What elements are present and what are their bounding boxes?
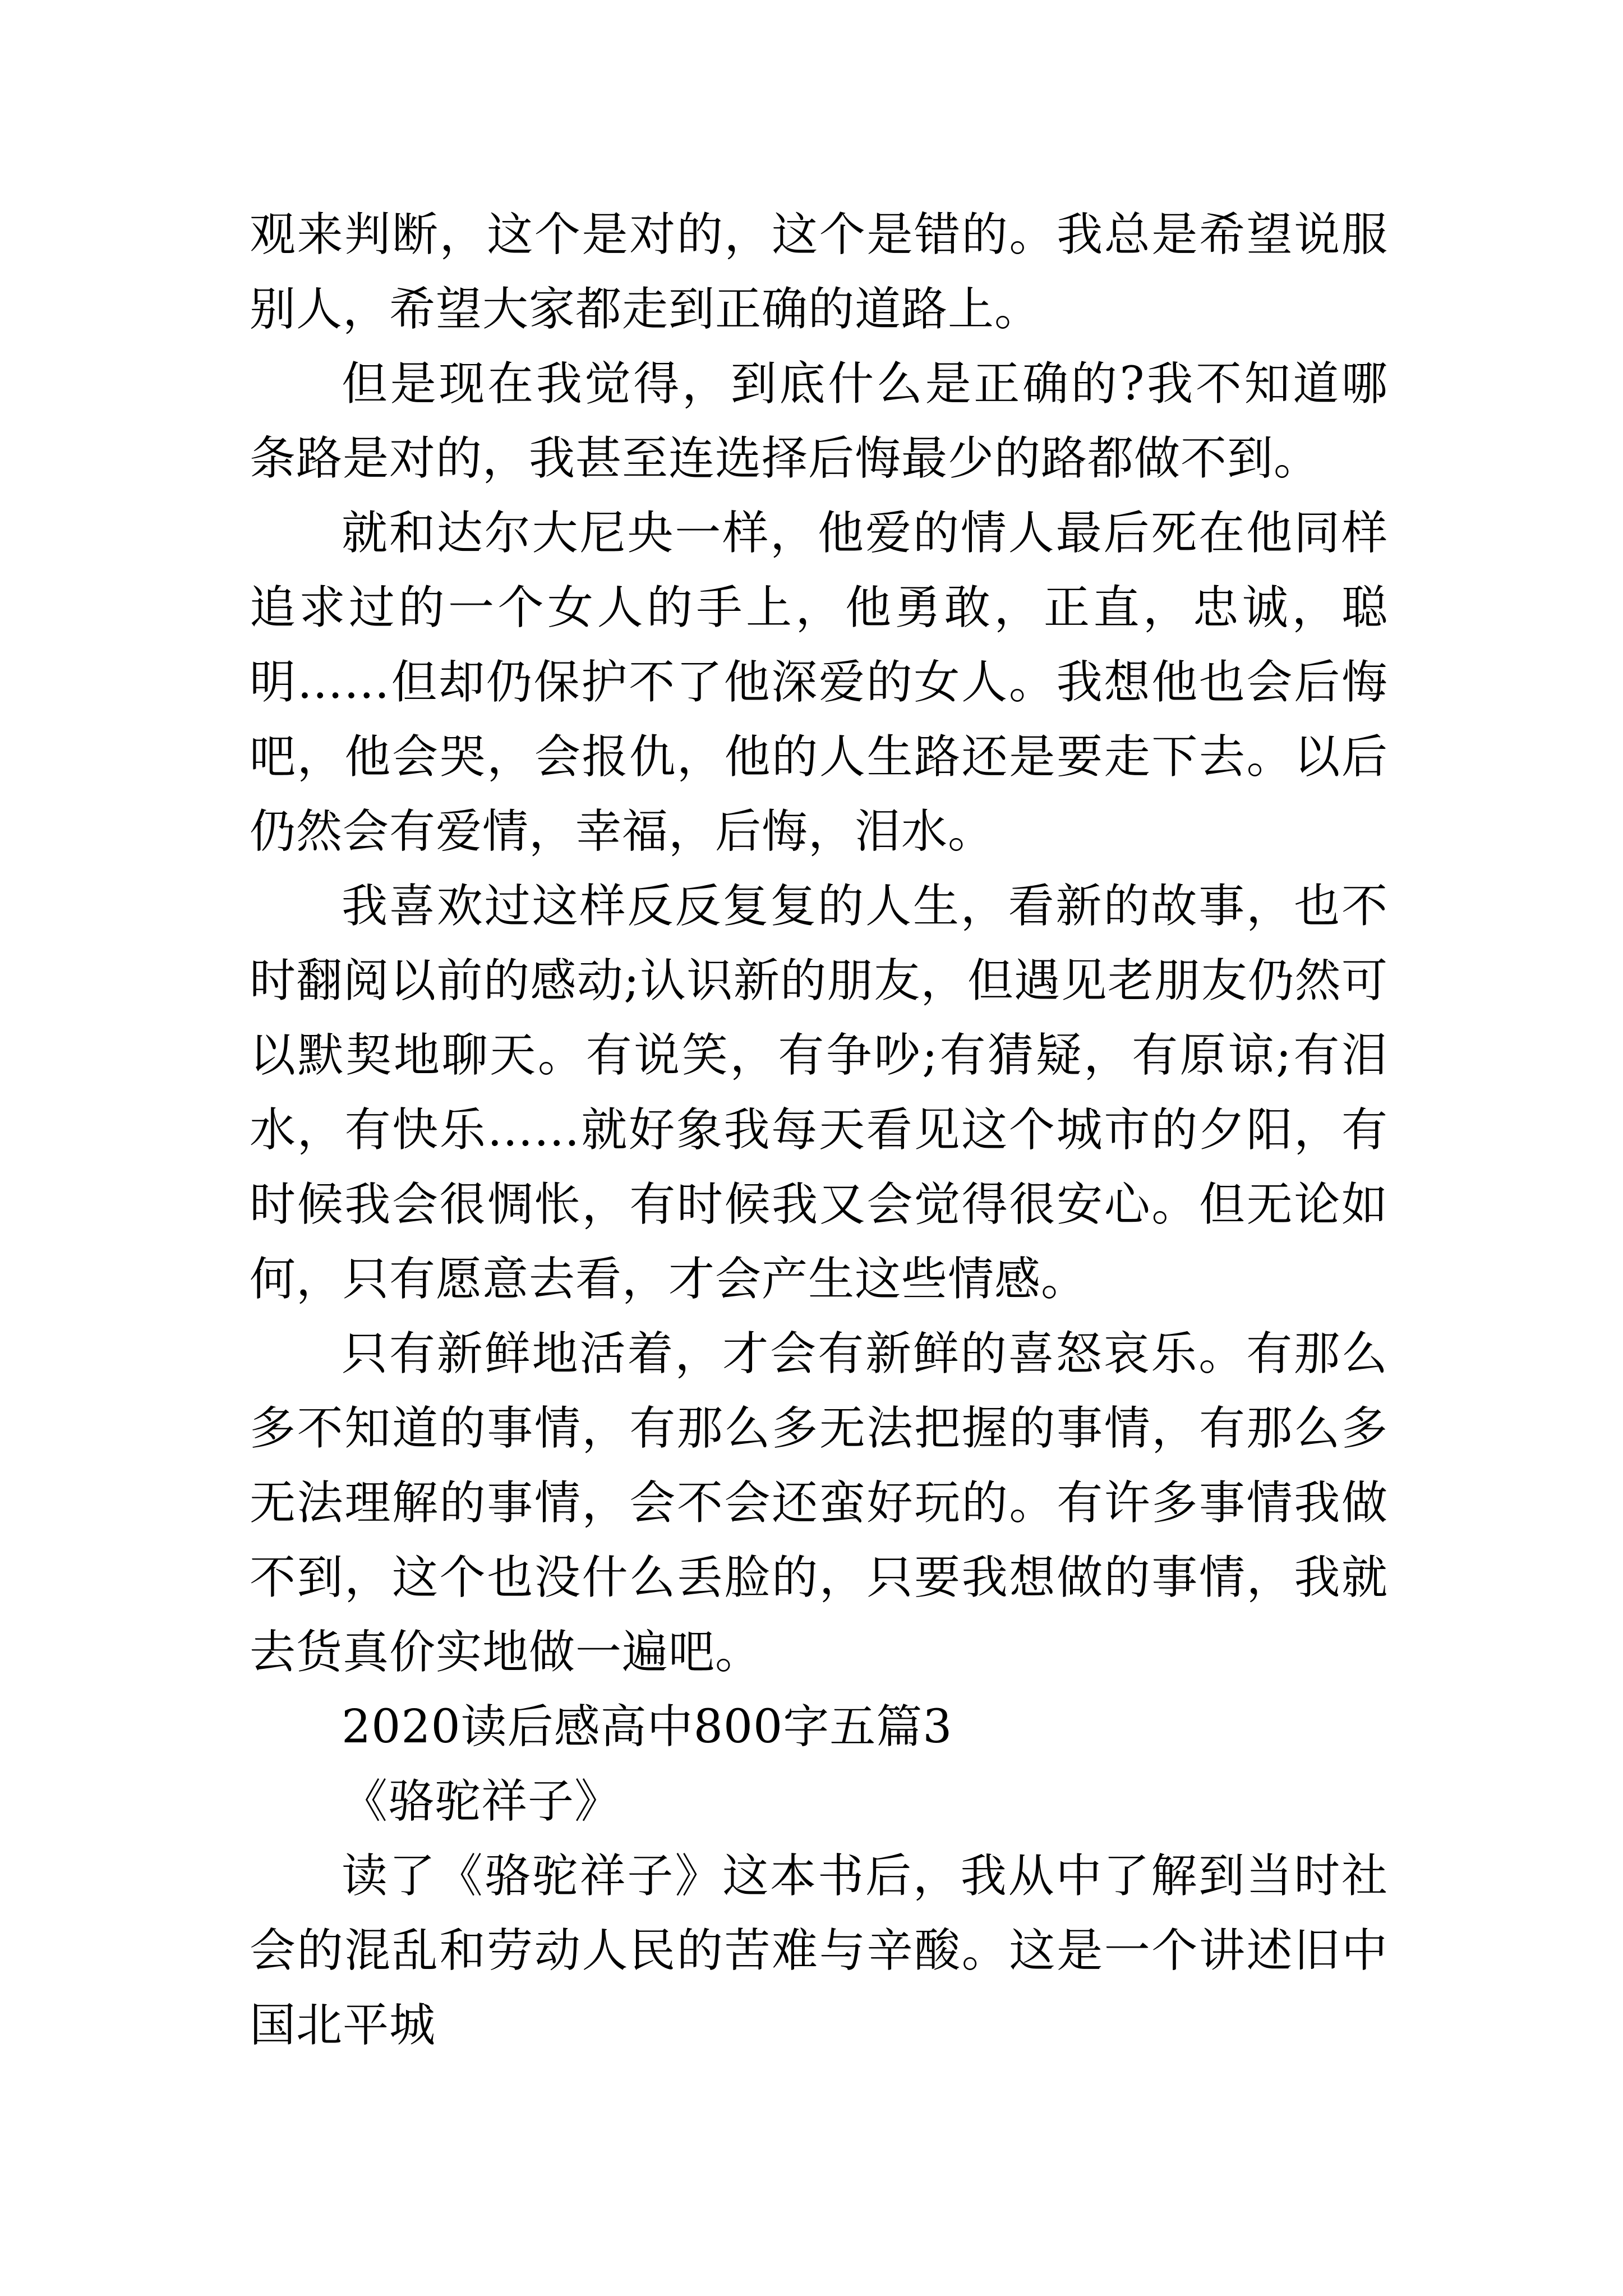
paragraph-4: 我喜欢过这样反反复复的人生，看新的故事，也不时翻阅以前的感动;认识新的朋友，但遇见老朋友仍然可以默契地聊天。有说笑，有争吵;有猜疑，有原谅;有泪水，有快乐……就好象我每天看见这个城市的夕阳，有时候我会很惆怅，有时候我又会觉得很安心。但无论如何，只有愿意去看，才会产生这些情感。 [250,880,1388,1306]
paragraph-3: 就和达尔大尼央一样，他爱的情人最后死在他同样追求过的一个女人的手上，他勇敢，正直，忠诚，聪明……但却仍保护不了他深爱的女人。我想他也会后悔吧，他会哭，会报仇，他的人生路还是要走下去。以后仍然会有爱情，幸福，后悔，泪水。 [250,507,1388,858]
paragraph-5: 只有新鲜地活着，才会有新鲜的喜怒哀乐。有那么多不知道的事情，有那么多无法把握的事情，有那么多无法理解的事情，会不会还蛮好玩的。有许多事情我做不到，这个也没什么丢脸的，只要我想做的事情，我就去货真价实地做一遍吧。 [250,1327,1388,1679]
section-heading: 2020读后感高中800字五篇3 [342,1700,953,1754]
book-title: 《骆驼祥子》 [342,1775,621,1828]
document-body [250,197,1388,2063]
paragraph-6: 读了《骆驼祥子》这本书后，我从中了解到当时社会的混乱和劳动人民的苦难与辛酸。这是一个讲述旧中国北平城 [250,1849,1388,2052]
paragraph-2: 但是现在我觉得，到底什么是正确的?我不知道哪条路是对的，我甚至连选择后悔最少的路都做不到。 [250,357,1388,485]
paragraph-1: 观来判断，这个是对的，这个是错的。我总是希望说服别人，希望大家都走到正确的道路上。 [250,208,1388,336]
